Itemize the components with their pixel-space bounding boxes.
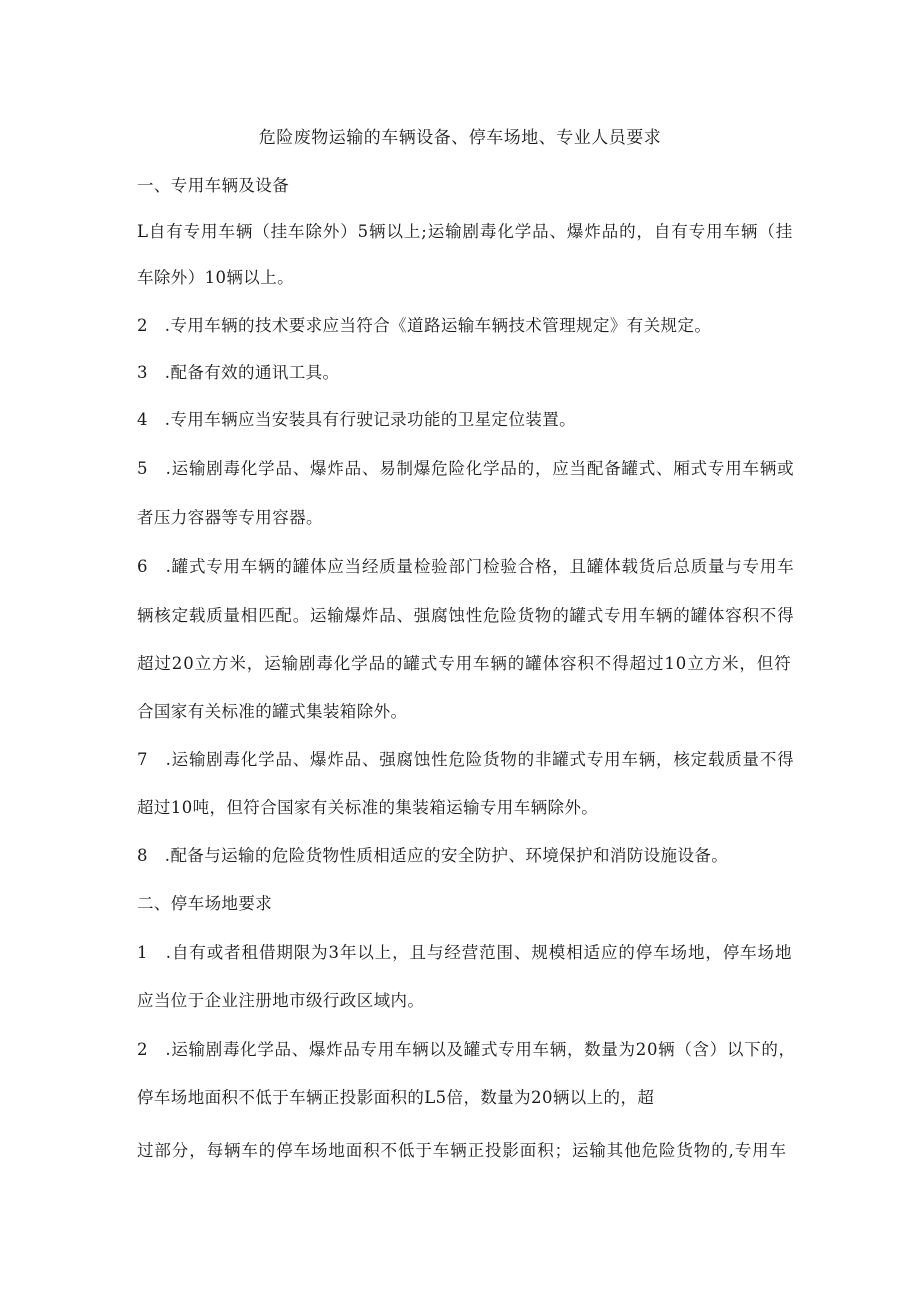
paragraph-line: 超过20立方米，运输剧毒化学品的罐式专用车辆的罐体容积不得超过10立方米，但符 xyxy=(137,654,792,673)
paragraph-line: 超过10吨，但符合国家有关标准的集装箱运输专用车辆除外。 xyxy=(137,798,599,817)
paragraph-line: 1 .自有或者租借期限为3年以上，且与经营范围、规模相适应的停车场地，停车场地 xyxy=(137,943,793,962)
paragraph-line: 辆核定载质量相匹配。运输爆炸品、强腐蚀性危险货物的罐式专用车辆的罐体容积不得 xyxy=(137,606,795,625)
document-title: 危险废物运输的车辆设备、停车场地、专业人员要求 xyxy=(258,128,662,148)
paragraph-line: 合国家有关标准的罐式集装箱除外。 xyxy=(137,702,408,721)
paragraph-line: 者压力容器等专用容器。 xyxy=(137,508,323,527)
section-heading: 二、停车场地要求 xyxy=(137,894,273,913)
paragraph-line: 7 .运输剧毒化学品、爆炸品、强腐蚀性危险货物的非罐式专用车辆，核定载质量不得 xyxy=(137,750,795,769)
paragraph-line: 应当位于企业注册地市级行政区域内。 xyxy=(137,991,425,1010)
paragraph-line: 2 .运输剧毒化学品、爆炸品专用车辆以及罐式专用车辆，数量为20辆（含）以下的， xyxy=(137,1040,796,1059)
paragraph-line: 2 .专用车辆的技术要求应当符合《道路运输车辆技术管理规定》有关规定。 xyxy=(137,316,712,335)
paragraph-line: 8 .配备与运输的危险货物性质相适应的安全防护、环境保护和消防设施设备。 xyxy=(137,846,729,865)
section-heading: 一、专用车辆及设备 xyxy=(137,176,290,195)
paragraph-line: 5 .运输剧毒化学品、爆炸品、易制爆危险化学品的，应当配备罐式、厢式专用车辆或 xyxy=(137,459,795,478)
paragraph-line: 停车场地面积不低于车辆正投影面积的L5倍，数量为20辆以上的，超 xyxy=(137,1088,655,1107)
paragraph-line: L自有专用车辆（挂车除外）5辆以上;运输剧毒化学品、爆炸品的，自有专用车辆（挂 xyxy=(137,222,794,241)
paragraph-line: 过部分，每辆车的停车场地面积不低于车辆正投影面积；运输其他危险货物的,专用车 xyxy=(137,1141,787,1160)
paragraph-line: 3 .配备有效的通讯工具。 xyxy=(137,363,340,382)
paragraph-line: 6 .罐式专用车辆的罐体应当经质量检验部门检验合格，且罐体载货后总质量与专用车 xyxy=(137,557,795,576)
paragraph-line: 4 .专用车辆应当安装具有行驶记录功能的卫星定位装置。 xyxy=(137,410,577,429)
paragraph-line: 车除外）10辆以上。 xyxy=(137,268,294,287)
